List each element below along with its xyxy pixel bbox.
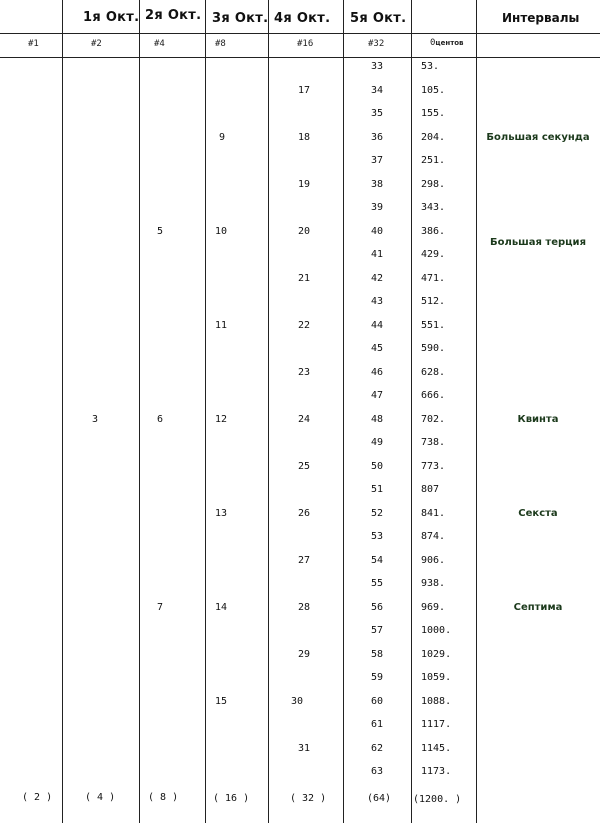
cents-cell: 666. — [421, 390, 446, 401]
interval-label: Секста — [518, 507, 558, 519]
cents-cell: 1117. — [421, 719, 452, 730]
harmonic-cell: 15 — [215, 695, 228, 707]
harmonic-cell: 54 — [371, 554, 384, 566]
harmonic-cell: 38 — [371, 178, 384, 190]
harmonic-cell: 13 — [215, 507, 228, 519]
harmonic-cell: 61 — [371, 719, 384, 730]
harmonic-cell: 56 — [371, 601, 384, 613]
harmonic-cell: 9 — [219, 131, 226, 143]
harmonic-cell: 24 — [298, 413, 311, 425]
cents-cell: 590. — [421, 343, 446, 354]
harmonic-cell: 34 — [371, 84, 384, 96]
harmonic-cell: 50 — [371, 460, 384, 472]
column-rule — [268, 0, 269, 823]
harmonic-cell: 55 — [371, 578, 384, 589]
harmonic-cell: 14 — [215, 601, 228, 613]
harmonic-cell: 6 — [157, 413, 164, 425]
octave-heading-4: 4я Окт. — [274, 11, 331, 26]
column-rule — [411, 0, 412, 823]
interval-label: Большая секунда — [486, 131, 590, 143]
harmonic-subheading-2: #2 — [91, 39, 102, 49]
cents-cell: 343. — [421, 202, 446, 213]
harmonic-cell: 47 — [371, 390, 384, 401]
harmonic-cell: 45 — [371, 343, 384, 354]
harmonic-subheading-32: #32 — [368, 39, 385, 49]
intervals-heading: Интервалы — [502, 11, 580, 25]
cents-cell: 1173. — [421, 766, 452, 777]
harmonic-cell: 27 — [298, 554, 311, 566]
cents-cell: 1145. — [421, 742, 452, 754]
harmonic-cell: 35 — [371, 108, 384, 119]
harmonic-cell: 33 — [371, 61, 384, 72]
harmonic-cell: 52 — [371, 507, 384, 519]
cents-zero: 0 — [430, 38, 436, 48]
total-cents: (1200. ) — [413, 794, 462, 805]
cents-cell: 298. — [421, 178, 446, 190]
cents-cell: 1029. — [421, 648, 452, 660]
cents-cell: 105. — [421, 84, 446, 96]
cents-cell: 251. — [421, 155, 446, 166]
harmonic-cell: 5 — [157, 225, 164, 237]
total-harmonic-4: ( 4 ) — [85, 792, 116, 803]
octave-heading-3: 3я Окт. — [212, 11, 269, 26]
column-rule — [343, 0, 344, 823]
harmonic-cell: 63 — [371, 766, 384, 777]
harmonic-cell: 19 — [298, 178, 311, 190]
harmonic-cell: 53 — [371, 531, 384, 542]
harmonic-cell: 10 — [215, 225, 228, 237]
cents-cell: 628. — [421, 366, 446, 378]
harmonic-cell: 37 — [371, 155, 384, 166]
subheader-rule — [0, 57, 600, 58]
harmonic-cell: 7 — [157, 601, 164, 613]
cents-cell: 155. — [421, 108, 446, 119]
harmonic-cell: 59 — [371, 672, 384, 683]
cents-cell: 512. — [421, 296, 446, 307]
column-rule — [62, 0, 63, 823]
cents-cell: 429. — [421, 249, 446, 260]
harmonic-cell: 22 — [298, 319, 311, 331]
cents-cell: 807 — [421, 484, 440, 495]
cents-unit: центов — [435, 39, 464, 47]
cents-cell: 906. — [421, 554, 446, 566]
cents-cell: 1000. — [421, 625, 452, 636]
cents-cell: 53. — [421, 61, 440, 72]
harmonic-cell: 31 — [298, 742, 311, 754]
harmonic-cell: 23 — [298, 366, 311, 378]
cents-cell: 874. — [421, 531, 446, 542]
harmonic-cell: 58 — [371, 648, 384, 660]
octave-heading-1: 1я Окт. — [83, 10, 140, 25]
harmonic-cell: 29 — [298, 648, 311, 660]
harmonic-cell: 26 — [298, 507, 311, 519]
cents-subheading — [430, 39, 464, 48]
column-rule — [139, 0, 140, 823]
harmonic-cell: 21 — [298, 272, 311, 284]
cents-cell: 386. — [421, 225, 446, 237]
cents-cell: 938. — [421, 578, 446, 589]
harmonic-cell: 28 — [298, 601, 311, 613]
harmonic-cell: 49 — [371, 437, 384, 448]
octave-heading-5: 5я Окт. — [350, 11, 407, 26]
harmonic-cell: 46 — [371, 366, 384, 378]
cents-cell: 738. — [421, 437, 446, 448]
harmonic-cell: 51 — [371, 484, 384, 495]
cents-cell: 1088. — [421, 695, 452, 707]
harmonic-cell: 44 — [371, 319, 384, 331]
harmonic-cell: 60 — [371, 695, 384, 707]
cents-cell: 551. — [421, 319, 446, 331]
interval-label: Септима — [513, 601, 563, 613]
cents-cell: 969. — [421, 601, 446, 613]
header-rule — [0, 33, 600, 34]
harmonic-cell: 43 — [371, 296, 384, 307]
harmonic-cell: 20 — [298, 225, 311, 237]
harmonic-cell: 17 — [298, 84, 311, 96]
harmonic-cell: 40 — [371, 225, 384, 237]
cents-cell: 841. — [421, 507, 446, 519]
total-harmonic-32: ( 32 ) — [290, 793, 327, 804]
harmonic-cell: 62 — [371, 742, 384, 754]
harmonic-cell: 41 — [371, 249, 384, 260]
total-harmonic-2: ( 2 ) — [22, 792, 53, 803]
total-harmonic-64: (64) — [367, 793, 392, 804]
cents-cell: 204. — [421, 131, 446, 143]
octave-heading-2: 2я Окт. — [145, 8, 202, 23]
harmonic-cell: 42 — [371, 272, 384, 284]
interval-label: Большая терция — [490, 237, 586, 249]
harmonic-subheading-16: #16 — [297, 39, 314, 49]
harmonic-subheading-4: #4 — [154, 39, 165, 49]
harmonic-cell: 39 — [371, 202, 384, 213]
cents-cell: 471. — [421, 272, 446, 284]
cents-cell: 773. — [421, 460, 446, 472]
harmonic-cell: 11 — [215, 319, 228, 331]
column-rule — [205, 0, 206, 823]
harmonic-cell: 57 — [371, 625, 384, 636]
total-harmonic-8: ( 8 ) — [148, 792, 179, 803]
harmonic-cell: 18 — [298, 131, 311, 143]
cents-cell: 1059. — [421, 672, 452, 683]
harmonic-cell: 30 — [291, 695, 304, 707]
column-rule — [476, 0, 477, 823]
total-harmonic-16: ( 16 ) — [213, 793, 250, 804]
harmonic-cell: 36 — [371, 131, 384, 143]
harmonic-subheading-1: #1 — [28, 39, 39, 49]
interval-label: Квинта — [517, 413, 559, 425]
cents-cell: 702. — [421, 413, 446, 425]
harmonic-cell: 12 — [215, 413, 228, 425]
harmonic-cell: 3 — [92, 413, 99, 425]
harmonic-subheading-8: #8 — [215, 39, 226, 49]
harmonic-cell: 48 — [371, 413, 384, 425]
harmonic-cell: 25 — [298, 460, 311, 472]
